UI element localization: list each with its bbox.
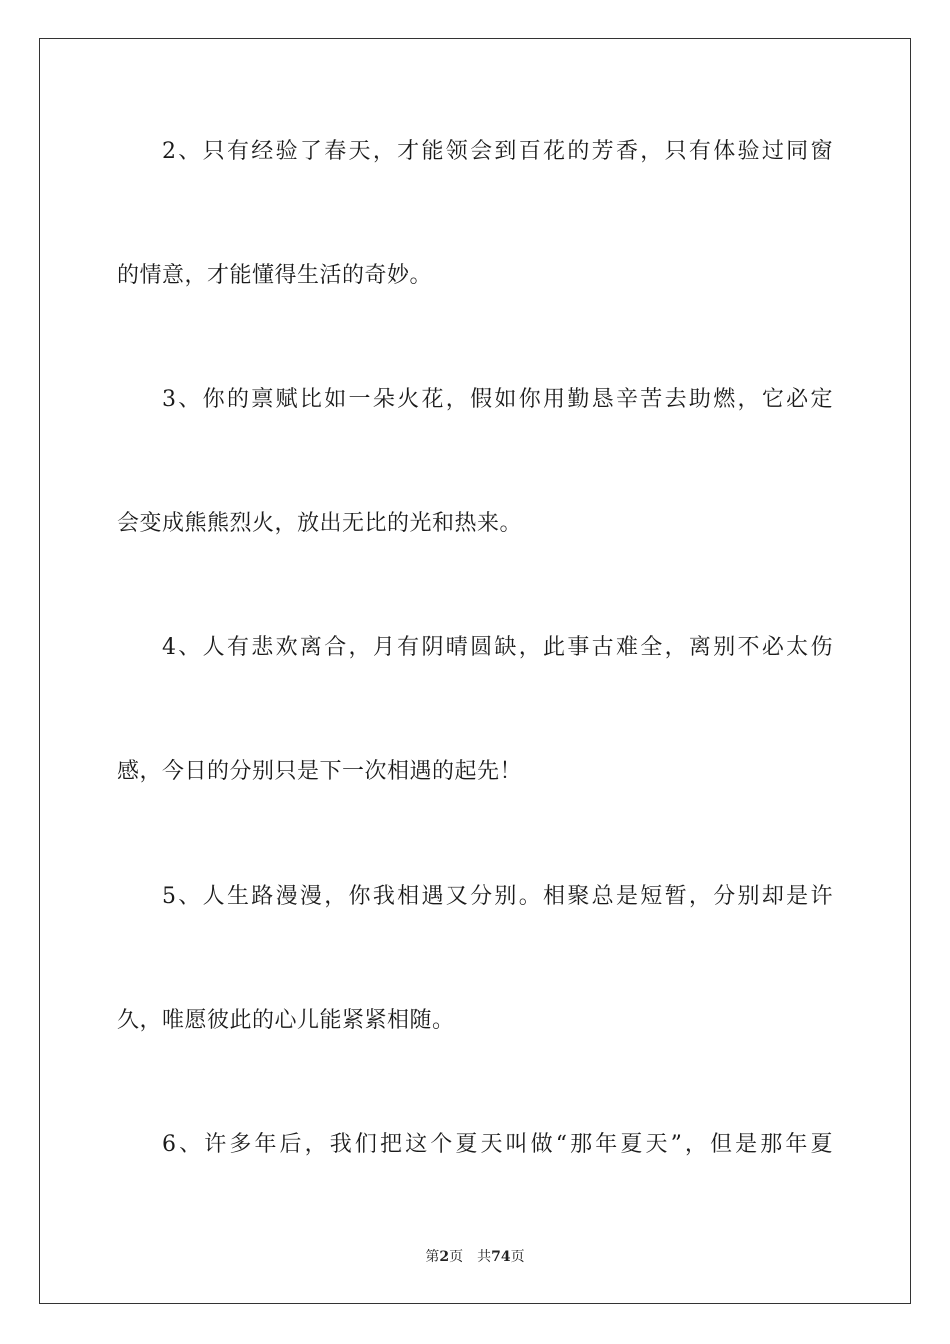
paragraph-3-line-2: 会变成熊熊烈火，放出无比的光和热来。 [117,511,523,536]
total-suffix: 页 [510,1249,525,1265]
paragraph-5-line-1: 5、人生路漫漫，你我相遇又分别。相聚总是短暂，分别却是许 [162,884,833,909]
paragraph-3-line-1: 3、你的禀赋比如一朵火花，假如你用勤恳辛苦去助燃，它必定 [162,387,833,412]
paragraph-5-line-2: 久，唯愿彼此的心儿能紧紧相随。 [117,1008,455,1033]
page-prefix: 第 [425,1249,440,1265]
page-border [39,38,911,1304]
paragraph-4-line-2: 感，今日的分别只是下一次相遇的起先！ [117,759,523,784]
paragraph-4-line-1: 4、人有悲欢离合，月有阴晴圆缺，此事古难全，离别不必太伤 [162,635,833,660]
total-page-count: 74 [491,1249,511,1265]
paragraph-2-line-1: 2、只有经验了春天，才能领会到百花的芳香，只有体验过同窗 [162,139,833,164]
total-prefix: 共 [477,1249,492,1265]
current-page-number: 2 [439,1249,450,1265]
paragraph-6-line-1: 6、许多年后，我们把这个夏天叫做“那年夏天”，但是那年夏 [162,1132,833,1157]
page-suffix: 页 [449,1249,464,1265]
paragraph-2-line-2: 的情意，才能懂得生活的奇妙。 [117,263,433,288]
page-footer [0,1248,950,1266]
